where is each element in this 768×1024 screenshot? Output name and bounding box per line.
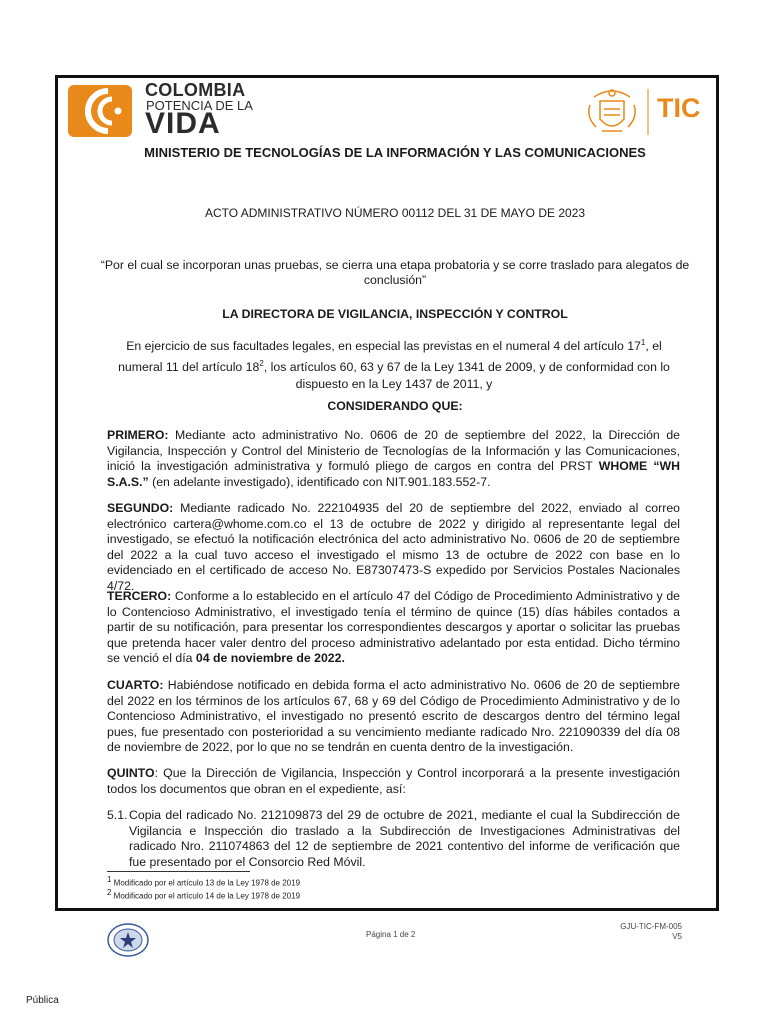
legal-basis: En ejercicio de sus facultades legales, en especial las previstas en el numeral 4 del artículo $17^1$, el numeral 11 del artículo $18^2$, los artículos 60, 63 y 67 de la Ley 1341 de 2009, y de conformidad con lo dispuesto en la Ley 1437 de 2011, y (118, 338, 670, 392)
tic-logo-text: TIC (657, 93, 701, 123)
list-item: Copia del radicado No. 212109873 del 29 de octubre de 2021, mediante el cual la Subdirección de Vigilancia e Inspección dio traslado a la Subdirección de Investigaciones Administrativas del radicado Nro. 211074863 del 12 de septiembre de 2021 contentivo del informe de verificación que fue presentado por el Consorcio Red Móvil. (129, 808, 680, 869)
footnote-2: $^2$ Modificado por el artículo 14 de la Ley 1978 de 2019 (107, 888, 301, 901)
seal-icon (106, 922, 150, 958)
logo-line1: COLOMBIA (145, 80, 246, 100)
paragraph-tercero: TERCERO: Conforme a lo establecido en el artículo 47 del Código de Procedimiento Administrativo y de lo Contencioso Administrativo, el investigado tenía el término de quince (15) días hábiles contados a partir de su notificación, para presentar los correspondientes descargos y aportar o solicitar las pruebas que pretenda hacer valer dentro del proceso administrativo adelantado por esta entidad. Dicho término se venció el día 04 de noviembre de 2022. (107, 589, 680, 666)
logo-line3: VIDA (145, 107, 221, 140)
logo-line2: POTENCIA DE LA (146, 98, 253, 113)
footnote-ref-1: 1 (640, 338, 646, 347)
list-item-number: 5.1. (107, 808, 128, 822)
resolution-subject: “Por el cual se incorporan unas pruebas, se cierra una etapa probatoria y se corre traslado para alegatos de conclusión” (100, 258, 690, 287)
paragraph-primero: PRIMERO: Mediante acto administrativo No. 0606 de 20 de septiembre del 2022, la Dirección de Vigilancia, Inspección y Control del Ministerio de Tecnologías de la Información y las Comunicaciones, inició la investigación administrativa y formuló pliego de cargos en contra del PRST WHOME “WH S.A.S.” (en adelante investigado), identificado con NIT.901.183.552-7. (107, 428, 680, 489)
footnote-1: $^1$ Modificado por el artículo 13 de la Ley 1978 de 2019 (107, 875, 301, 888)
paragraph-cuarto: CUARTO: Habiéndose notificado en debida forma el acto administrativo No. 0606 de 20 de septiembre del 2022 en los términos de los artículos 67, 68 y 69 del Código de Procedimiento Administrativo y de lo Contencioso Administrativo, el investigado no presentó escrito de descargos dentro del término legal pues, fue presentado con posterioridad a su vencimiento mediante radicado Nro. 221090339 del día 08 de noviembre de 2022, por lo que no se tendrán en cuenta dentro de la investigación. (107, 678, 680, 755)
page-number: Página 1 de 2 (366, 930, 416, 939)
footnote-ref-2: 2 (259, 359, 264, 369)
director-heading: LA DIRECTORA DE VIGILANCIA, INSPECCIÓN Y CONTROL (222, 307, 568, 321)
document-code: GJU-TIC-FM-005 V5 (620, 922, 682, 941)
ministry-title: MINISTERIO DE TECNOLOGÍAS DE LA INFORMACIÓN Y LAS COMUNICACIONES (144, 145, 646, 160)
paragraph-quinto: QUINTO: Que la Dirección de Vigilancia, Inspección y Control incorporará a la presente investigación todos los documentos que obran en el expediente, así: (107, 766, 680, 796)
classification-label: Pública (26, 995, 59, 1006)
acto-number: ACTO ADMINISTRATIVO NÚMERO 00112 DEL 31 DE MAYO DE 2023 (204, 206, 586, 220)
paragraph-segundo: SEGUNDO: Mediante radicado No. 222104935 del 20 de septiembre del 2022, enviado al correo electrónico cartera@whome.com.co el 13 de octubre de 2022 y dirigido al representante legal del investigado, se efectuó la notificación electrónica del acto administrativo No. 0606 de 20 de septiembre del 2022 a la cual tuvo acceso el investigado el mismo 13 de octubre de 2022 con base en lo evidenciado en el certificado de acceso No. E87307473-S expedido por Servicios Postales Nacionales 4/72. (107, 501, 680, 593)
considerando-heading: CONSIDERANDO QUE: (327, 399, 463, 413)
footnote-divider (107, 871, 250, 872)
